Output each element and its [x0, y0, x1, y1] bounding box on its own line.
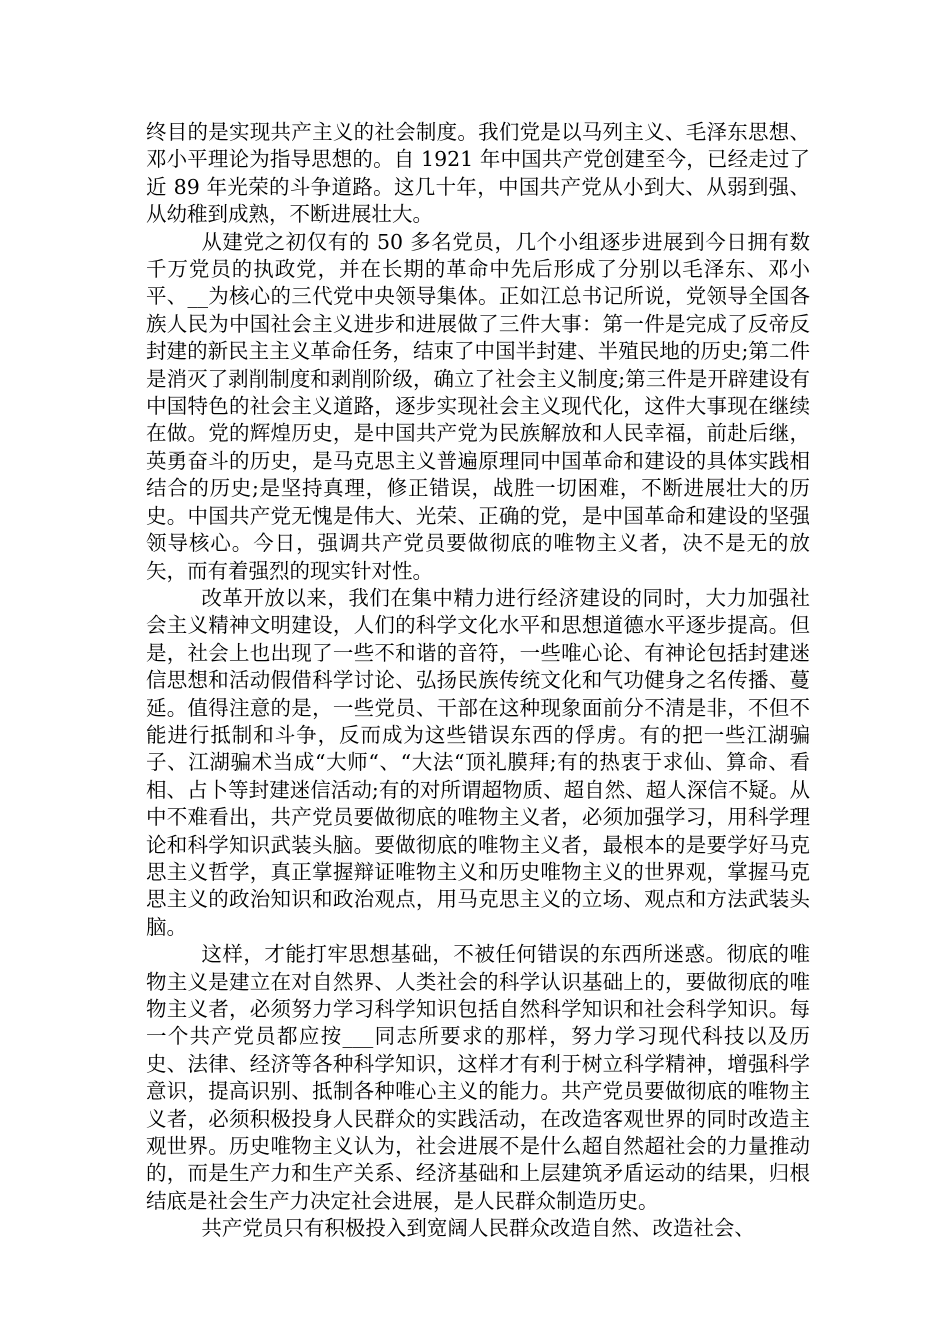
paragraph-4: 这样，才能打牢思想基础，不被任何错误的东西所迷惑。彻底的唯物主义是建立在对自然界、人类社会的科学认识基础上的，要做彻底的唯物主义者，必须努力学习科学知识包括自然科学知识和社会科学知识。每一个共产党员都应按___同志所要求的那样，努力学习现代科技以及历史、法律、经济等各种科学知识，这样才有利于树立科学精神，增强科学意识，提高识别、抵制各种唯心主义的能力。共产党员要做彻底的唯物主义者，必须积极投身人民群众的实践活动，在改造客观世界的同时改造主观世界。历史唯物主义认为，社会进展不是什么超自然超社会的力量推动的，而是生产力和生产关系、经济基础和上层建筑矛盾运动的结果，归根结底是社会生产力决定社会进展，是人民群众制造历史。	[146, 942, 810, 1213]
paragraph-2: 从建党之初仅有的 50 多名党员，几个小组逐步进展到今日拥有数千万党员的执政党，并在长期的革命中先后形成了分别以毛泽东、邓小平、__为核心的三代党中央领导集体。正如江总书记所说，党领导全国各族人民为中国社会主义进步和进展做了三件大事：第一件是完成了反帝反封建的新民主主义革命任务，结束了中国半封建、半殖民地的历史;第二件是消灭了剥削制度和剥削阶级，确立了社会主义制度;第三件是开辟建设有中国特色的社会主义道路，逐步实现社会主义现代化，这件大事现在继续在做。党的辉煌历史，是中国共产党为民族解放和人民幸福，前赴后继，英勇奋斗的历史，是马克思主义普遍原理同中国革命和建设的具体实践相结合的历史;是坚持真理，修正错误，战胜一切困难，不断进展壮大的历史。中国共产党无愧是伟大、光荣、正确的党，是中国革命和建设的坚强领导核心。今日，强调共产党员要做彻底的唯物主义者，决不是无的放矢，而有着强烈的现实针对性。	[146, 229, 810, 583]
paragraph-3: 改革开放以来，我们在集中精力进行经济建设的同时，大力加强社会主义精神文明建设，人们的科学文化水平和思想道德水平逐步提高。但是，社会上也出现了一些不和谐的音符，一些唯心论、有神论包括封建迷信思想和活动假借科学讨论、弘扬民族传统文化和气功健身之名传播、蔓延。值得注意的是，一些党员、干部在这种现象面前分不清是非，不但不能进行抵制和斗争，反而成为这些错误东西的俘虏。有的把一些江湖骗子、江湖骗术当成“大师“、“大法“顶礼膜拜;有的热衷于求仙、算命、看相、占卜等封建迷信活动;有的对所谓超物质、超自然、超人深信不疑。从中不难看出，共产党员要做彻底的唯物主义者，必须加强学习，用科学理论和科学知识武装头脑。要做彻底的唯物主义者，最根本的是要学好马克思主义哲学，真正掌握辩证唯物主义和历史唯物主义的世界观，掌握马克思主义的政治知识和政治观点，用马克思主义的立场、观点和方法武装头脑。	[146, 585, 810, 939]
paragraph-5: 共产党员只有积极投入到宽阔人民群众改造自然、改造社会、	[201, 1216, 755, 1241]
paragraph-1: 终目的是实现共产主义的社会制度。我们党是以马列主义、毛泽东思想、邓小平理论为指导思想的。自 1921 年中国共产党创建至今，已经走过了近 89 年光荣的斗争道路。这几十年，中国共产党从小到大、从弱到强、从幼稚到成熟，不断进展壮大。	[146, 120, 810, 227]
document-body	[146, 119, 810, 1243]
